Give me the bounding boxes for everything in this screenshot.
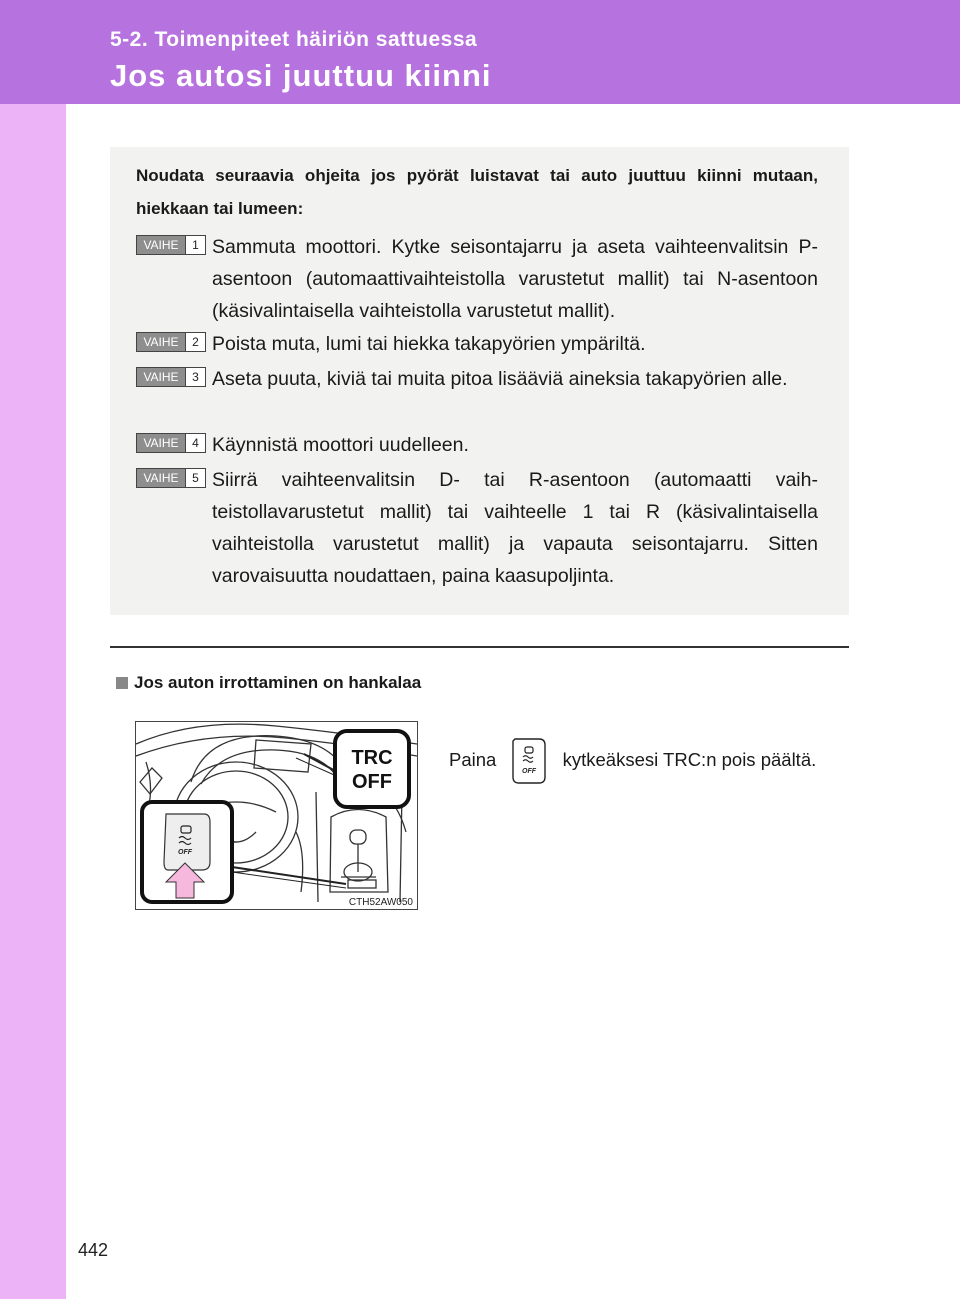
switch-off-label: OFF — [178, 849, 192, 856]
section-label: 5-2. Toimenpiteet häiriön sattuessa — [110, 28, 478, 51]
step-badge-number: 4 — [192, 436, 199, 450]
page-number: 442 — [78, 1240, 109, 1260]
subsection-heading-text: Jos auton irrottaminen on hankalaa — [134, 673, 422, 692]
step-badge-word: VAIHE — [137, 333, 186, 351]
step-badge-number: 1 — [192, 238, 199, 252]
step-badge — [136, 433, 206, 453]
dashboard-drawing — [136, 722, 417, 909]
subsection-heading — [116, 673, 421, 693]
steps-intro: Noudata seuraavia ohjeita jos pyörät luistavat tai auto juuttuu kiinni mutaan, hiekkaan tai lumeen: — [136, 166, 818, 218]
step-badge — [136, 367, 206, 387]
step-badge — [136, 332, 206, 352]
step-text: Sammuta moottori. Kytke seisontajarru ja aseta vaihteenvalitsin P-asentoon (automaattivaihteistolla varustetut mallit) tai N-asentoon (käsivalintaisella vaihteistolla varustetut mallit). — [212, 236, 818, 322]
trc-off-callout — [335, 731, 409, 807]
dashboard-illustration — [135, 721, 418, 910]
step-badge-word: VAIHE — [137, 236, 186, 254]
section-divider — [110, 646, 849, 648]
trc-instruction — [449, 737, 849, 785]
step-text: Poista muta, lumi tai hiekka takapyörien ympäriltä. — [212, 333, 646, 355]
steps-box — [110, 147, 849, 615]
step-badge — [136, 468, 206, 488]
page-header — [0, 0, 960, 104]
trc-off-switch — [164, 814, 210, 870]
square-bullet-icon — [116, 677, 128, 689]
step-badge-word: VAIHE — [137, 469, 186, 487]
step-text: Käynnistä moottori uudelleen. — [212, 434, 469, 456]
step-badge — [136, 235, 206, 255]
step-badge-number: 5 — [192, 471, 199, 485]
svg-text:OFF: OFF — [522, 768, 537, 775]
callout-line-1: TRC — [351, 747, 393, 769]
step-badge-number: 2 — [192, 335, 199, 349]
step-badge-word: VAIHE — [137, 434, 186, 452]
step-text: Aseta puuta, kiviä tai muita pitoa lisääviä aineksia takapyörien alle. — [212, 368, 788, 390]
instruction-after: kytkeäksesi TRC:n pois päältä. — [562, 748, 817, 770]
side-margin-band — [0, 104, 66, 1299]
callout-line-2: OFF — [352, 771, 392, 793]
step-text: Siirrä vaihteenvalitsin D- tai R-asentoon (automaatti vaihteistollavarustetut mallit) tai vaihteelle 1 tai R (käsivalintaisella vaihteistolla varustetut mallit) ja vapauta seisontajarru. Sitten varovaisuutta noudattaen, paina kaasupoljinta. — [212, 469, 818, 587]
trc-off-switch-icon — [511, 737, 547, 785]
figure-code: CTH52AW050 — [348, 897, 413, 908]
instruction-before: Paina — [449, 748, 497, 770]
step-badge-number: 3 — [192, 370, 199, 384]
step-badge-word: VAIHE — [137, 368, 186, 386]
page-title: Jos autosi juuttuu kiinni — [110, 58, 492, 93]
